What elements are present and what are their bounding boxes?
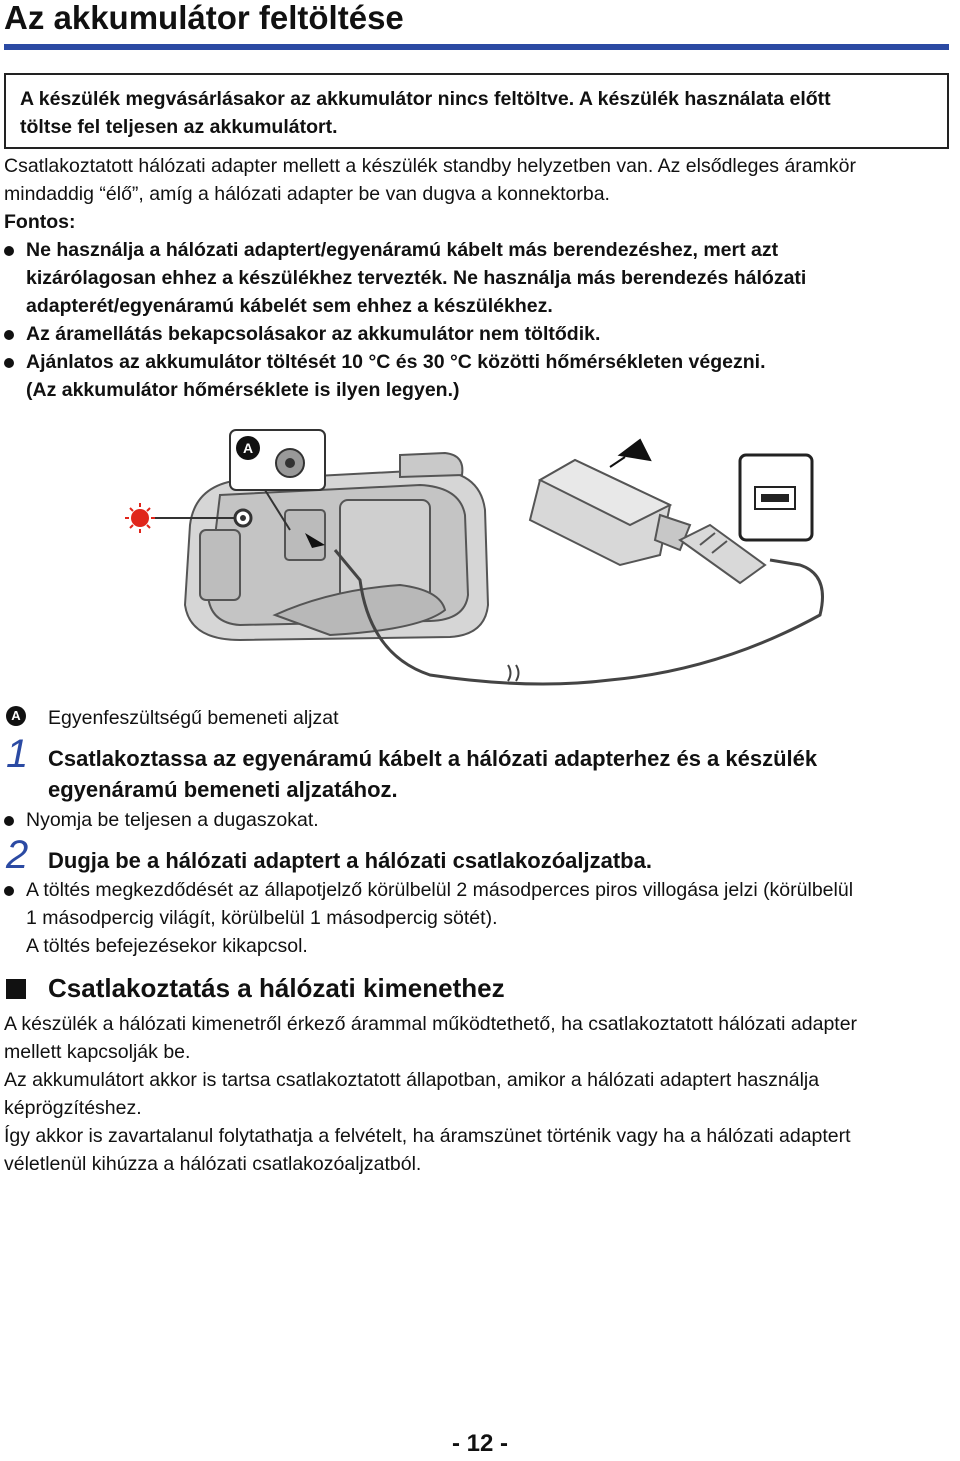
step-number: 1 [6, 732, 29, 776]
bullet-line: Ajánlatos az akkumulátor töltését 10 °C és 30 °C közötti hőmérsékleten végezni. [26, 351, 766, 373]
step-line: Csatlakoztassa az egyenáramú kábelt a hálózati adapterhez és a készülék [48, 746, 818, 771]
legend-text: Egyenfeszültségű bemeneti aljzat [48, 707, 339, 729]
section-heading: Csatlakoztatás a hálózati kimenethez [48, 973, 505, 1003]
section-line: véletlenül kihúzza a hálózati csatlakozóaljzatból. [4, 1153, 422, 1175]
bullet-line: 1 másodpercig világít, körülbelül 1 másodpercig sötét). [26, 907, 498, 929]
bullet-icon [4, 886, 14, 896]
legend-marker [6, 706, 26, 726]
notice-line: A készülék megvásárlásakor az akkumulátor nincs feltöltve. A készülék használata előtt [20, 88, 831, 110]
page-title: Az akkumulátor feltöltése [4, 0, 404, 36]
page-number: - 12 - [451, 1430, 508, 1457]
notice-line: töltse fel teljesen az akkumulátort. [20, 116, 338, 138]
bullet-line: (Az akkumulátor hőmérséklete is ilyen legyen.) [26, 379, 460, 401]
section-square-icon [6, 979, 26, 999]
bullet-icon [4, 246, 14, 256]
bullet-icon [4, 330, 14, 340]
step-line: Dugja be a hálózati adaptert a hálózati csatlakozóaljzatba. [48, 848, 652, 873]
notice-box [4, 73, 949, 149]
important-label: Fontos: [4, 211, 76, 233]
bullet-line: Ne használja a hálózati adaptert/egyenáramú kábelt más berendezéshez, mert azt [26, 239, 779, 261]
bullet-line: A töltés megkezdődését az állapotjelző körülbelül 2 másodperces piros villogása jelzi (körülbelül [26, 879, 854, 901]
intro-line: Csatlakoztatott hálózati adapter mellett a készülék standby helyzetben van. Az elsődleges áramkör [4, 155, 856, 177]
bullet-line: Az áramellátás bekapcsolásakor az akkumulátor nem töltődik. [26, 323, 601, 345]
title-underline [4, 44, 949, 50]
bullet-line: kizárólagosan ehhez a készülékhez tervezték. Ne használja más berendezés hálózati [26, 267, 807, 289]
bullet-icon [4, 358, 14, 368]
marker-a-icon: A [6, 706, 26, 726]
bullet-line: A töltés befejezésekor kikapcsol. [26, 935, 308, 957]
bullet-line: Nyomja be teljesen a dugaszokat. [26, 809, 319, 831]
bullet-icon [4, 816, 14, 826]
callout-a-letter: A [242, 440, 254, 456]
step-number: 2 [6, 833, 29, 877]
wall-outlet-icon [740, 455, 812, 540]
section-line: Így akkor is zavartalanul folytathatja a felvételt, ha áramszünet történik vagy ha a hálózati adaptert [4, 1125, 851, 1147]
ac-adapter-illustration [530, 460, 690, 565]
arrow-icon [610, 440, 650, 467]
section-line: képrögzítéshez. [4, 1097, 142, 1119]
step-line: egyenáramú bemeneti aljzatához. [48, 777, 398, 802]
section-line: A készülék a hálózati kimenetről érkező árammal működtethető, ha csatlakoztatott hálózati adapter [4, 1013, 858, 1035]
bullet-line: adapterét/egyenáramú kábelét sem ehhez a készülékhez. [26, 295, 553, 317]
section-line: Az akkumulátort akkor is tartsa csatlakoztatott állapotban, amikor a hálózati adaptert használja [4, 1069, 820, 1091]
intro-line: mindaddig “élő”, amíg a hálózati adapter be van dugva a konnektorba. [4, 183, 610, 205]
section-line: mellett kapcsolják be. [4, 1041, 191, 1063]
charging-illustration [100, 415, 840, 705]
